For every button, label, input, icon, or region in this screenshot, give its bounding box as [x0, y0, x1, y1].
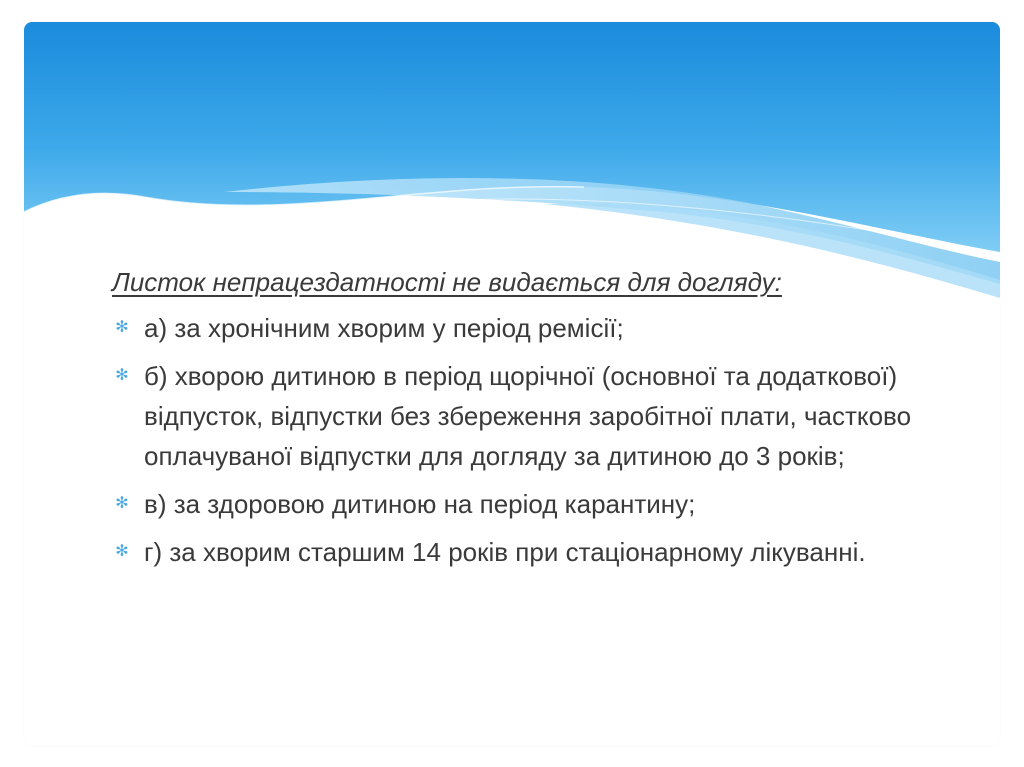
asterisk-icon: ✻ [115, 495, 129, 512]
slide-content [112, 262, 952, 580]
asterisk-icon: ✻ [115, 543, 129, 560]
bullet-list [112, 308, 952, 572]
asterisk-icon: ✻ [115, 319, 129, 336]
list-item [112, 532, 952, 572]
asterisk-icon: ✻ [115, 367, 129, 384]
list-item-text: б) хворою дитиною в період щорічної (основної та додаткової) відпусток, відпустки без збереження заробітної плати, частково оплачуваної відпустки для догляду за дитиною до 3 років; [144, 361, 912, 471]
slide-heading: Листок непрацездатності не видається для догляду: [112, 267, 782, 297]
slide [24, 22, 1000, 746]
list-item [112, 308, 952, 348]
list-item-text: а) за хронічним хворим у період ремісії; [144, 313, 624, 343]
list-item [112, 356, 952, 476]
list-item-text: г) за хворим старшим 14 років при стаціонарному лікуванні. [144, 537, 866, 567]
list-item-text: в) за здоровою дитиною на період карантину; [144, 489, 696, 519]
list-item [112, 484, 952, 524]
